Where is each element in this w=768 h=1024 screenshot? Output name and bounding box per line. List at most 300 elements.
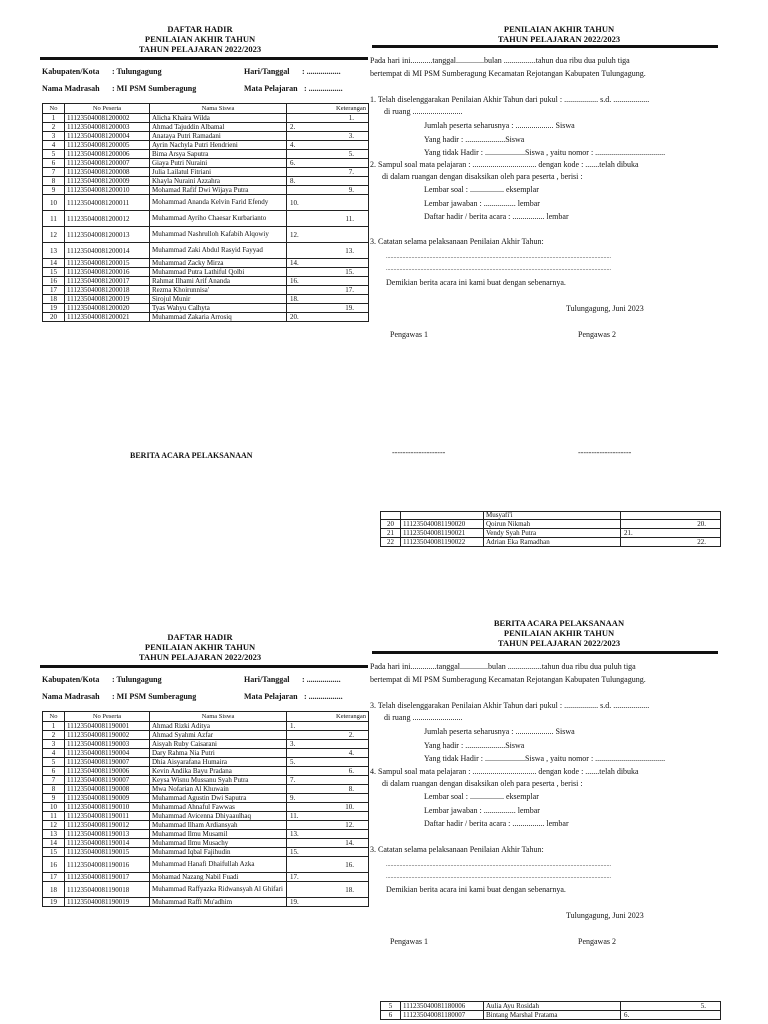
- keterangan-signature-slot: 1.: [348, 114, 354, 122]
- berita-acara-heading: BERITA ACARA PELAKSANAAN: [130, 451, 253, 460]
- participant-number: 111235040081200011: [65, 195, 150, 211]
- row-number: 19: [43, 304, 65, 313]
- lembar-jawaban: Lembar jawaban : ................ lembar: [424, 199, 540, 208]
- table-row: [381, 520, 721, 529]
- student-name: Muhammad Ayriho Chaesar Kurbarianto: [150, 211, 287, 227]
- keterangan-signature-slot: 15.: [345, 268, 354, 276]
- table-row: [381, 538, 721, 547]
- place-date: Tulungagung, Juni 2023: [566, 911, 644, 920]
- keterangan-signature-slot: 11.: [290, 812, 299, 820]
- keterangan-signature-slot: 2.: [348, 731, 354, 739]
- keterangan-cell: [287, 195, 369, 211]
- student-name: Muhammad Ilmu Musamil: [150, 830, 287, 839]
- student-name: Dary Rahma Nia Putri: [150, 749, 287, 758]
- header-nama-siswa: Nama Siswa: [150, 712, 287, 722]
- intro-line-2: bertempat di MI PSM Sumberagung Kecamatan Rejotangan Kabupaten Tulungagung.: [370, 69, 646, 78]
- participant-number: 111235040081190016: [65, 857, 150, 873]
- table-row: [43, 243, 369, 259]
- participant-number: 111235040081200017: [65, 277, 150, 286]
- hari-label: Hari/Tanggal: [244, 675, 290, 684]
- row-number: 16: [43, 277, 65, 286]
- student-name: Ahmad Syahmi Azfar: [150, 731, 287, 740]
- table-row: [43, 758, 369, 767]
- participant-number: 111235040081190020: [401, 520, 484, 529]
- jumlah-peserta: Jumlah peserta seharusnya : ................... Siswa: [424, 727, 575, 736]
- participant-number: 111235040081200013: [65, 227, 150, 243]
- participant-number: 111235040081190003: [65, 740, 150, 749]
- keterangan-cell: [287, 857, 369, 873]
- keterangan-signature-slot: 2.: [290, 123, 296, 131]
- keterangan-cell: [287, 277, 369, 286]
- table-row: [43, 227, 369, 243]
- kab-value: : Tulungagung: [112, 675, 162, 684]
- title-tahun: TAHUN PELAJARAN 2022/2023: [497, 34, 621, 44]
- row-number: 17: [43, 286, 65, 295]
- keterangan-cell: [287, 873, 369, 882]
- header-rule: [40, 57, 368, 60]
- row-number: 3: [43, 740, 65, 749]
- participant-number: 111235040081190022: [401, 538, 484, 547]
- keterangan-cell: [287, 821, 369, 830]
- keterangan-signature-slot: 9.: [348, 186, 354, 194]
- participant-number: 111235040081190007: [65, 758, 150, 767]
- student-name: Adrian Eka Ramadhan: [484, 538, 621, 547]
- participant-number: 111235040081190008: [65, 785, 150, 794]
- participant-number: 111235040081200010: [65, 186, 150, 195]
- title-penilaian: PENILAIAN AKHIR TAHUN: [144, 34, 256, 44]
- kab-value: : Tulungagung: [112, 67, 162, 76]
- keterangan-cell: [287, 177, 369, 186]
- keterangan-cell: [287, 767, 369, 776]
- kab-label: Kabupaten/Kota: [42, 67, 100, 76]
- table-row: [43, 873, 369, 882]
- row-number: 15: [43, 848, 65, 857]
- keterangan-signature-slot: 3.: [348, 132, 354, 140]
- student-name: Muhammad Iqbal Fajihudin: [150, 848, 287, 857]
- header-keterangan: Keterangan: [287, 104, 369, 114]
- yang-hadir: Yang hadir : ....................Siswa: [424, 741, 525, 750]
- continuation-header-row: [381, 512, 721, 520]
- row-number: 18: [43, 882, 65, 898]
- row-number: 6: [381, 1011, 401, 1020]
- keterangan-signature-slot: 4.: [290, 141, 296, 149]
- student-name: Ahmad Tajuddin Albamal: [150, 123, 287, 132]
- keterangan-signature-slot: 6.: [624, 1011, 630, 1019]
- keterangan-signature-slot: 15.: [290, 848, 299, 856]
- table-row: [43, 857, 369, 873]
- row-number: 19: [43, 898, 65, 907]
- keterangan-cell: [621, 520, 721, 529]
- keterangan-cell: [621, 529, 721, 538]
- student-name: Anataya Putri Ramadani: [150, 132, 287, 141]
- title-penilaian: PENILAIAN AKHIR TAHUN: [503, 628, 615, 638]
- keterangan-cell: [287, 803, 369, 812]
- pengawas-1: Pengawas 1: [390, 330, 428, 339]
- continuation-table-top: [380, 511, 721, 547]
- student-name: Qoirun Nikmah: [484, 520, 621, 529]
- row-number: 6: [43, 767, 65, 776]
- keterangan-signature-slot: 16.: [290, 277, 299, 285]
- keterangan-cell: [287, 295, 369, 304]
- keterangan-cell: [287, 243, 369, 259]
- keterangan-signature-slot: 12.: [290, 230, 299, 239]
- keterangan-cell: [287, 776, 369, 785]
- participant-number: 111235040081180007: [401, 1011, 484, 1020]
- title-tahun: TAHUN PELAJARAN 2022/2023: [138, 652, 262, 662]
- catatan-dots-2: ......................................................................................................................................................: [386, 874, 611, 880]
- participant-number: 111235040081190006: [65, 767, 150, 776]
- participant-number: 111235040081190002: [65, 731, 150, 740]
- keterangan-cell: [287, 722, 369, 731]
- row-number: 11: [43, 211, 65, 227]
- header-nama-siswa: Nama Siswa: [150, 104, 287, 114]
- place-date: Tulungagung, Juni 2023: [566, 304, 644, 313]
- participant-number: 111235040081190004: [65, 749, 150, 758]
- table-row: [43, 722, 369, 731]
- madrasah-label: Nama Madrasah: [42, 692, 100, 701]
- row-number: 10: [43, 195, 65, 211]
- keterangan-cell: [287, 812, 369, 821]
- keterangan-cell: [287, 159, 369, 168]
- keterangan-cell: [287, 259, 369, 268]
- student-name: Muhammad Zacky Mirza: [150, 259, 287, 268]
- keterangan-cell: [287, 186, 369, 195]
- keterangan-cell: [287, 794, 369, 803]
- header-rule: [372, 45, 718, 48]
- row-number: 4: [43, 141, 65, 150]
- keterangan-signature-slot: 1.: [290, 722, 296, 730]
- table-row: [43, 168, 369, 177]
- student-name: Bintang Marshal Pratama: [484, 1011, 621, 1020]
- header-no-peserta: No Peserta: [65, 104, 150, 114]
- table-row: [43, 304, 369, 313]
- title-penilaian: PENILAIAN AKHIR TAHUN: [144, 642, 256, 652]
- participant-number: 111235040081200004: [65, 132, 150, 141]
- keterangan-signature-slot: 19.: [345, 304, 354, 312]
- participant-number: 111235040081200016: [65, 268, 150, 277]
- item-2-line-b: di dalam ruangan dengan disaksikan oleh para peserta , berisi :: [382, 779, 583, 788]
- keterangan-cell: [287, 211, 369, 227]
- table-row: [43, 749, 369, 758]
- keterangan-cell: [287, 898, 369, 907]
- row-number: 7: [43, 168, 65, 177]
- participant-number: 111235040081200009: [65, 177, 150, 186]
- row-number: 13: [43, 830, 65, 839]
- student-name: Muhammad Hanafi Dhaifullah Azka: [150, 857, 287, 873]
- participant-number: 111235040081200014: [65, 243, 150, 259]
- header-rule: [40, 665, 368, 668]
- item-1-line-a: 3. Telah diselenggarakan Penilaian Akhir Tahun dari pukul : ................. s.d. ..................: [370, 701, 650, 710]
- hari-value: : .................: [302, 675, 341, 684]
- keterangan-signature-slot: 19.: [290, 898, 299, 906]
- table-row: [43, 141, 369, 150]
- student-name: Dhia Aisyarafana Humaira: [150, 758, 287, 767]
- keterangan-cell: [287, 132, 369, 141]
- pengawas-2: Pengawas 2: [578, 937, 616, 946]
- row-number: 11: [43, 812, 65, 821]
- student-name: Rezma Khoirunnisa': [150, 286, 287, 295]
- row-number: 13: [43, 243, 65, 259]
- student-name: Muhammad Agustin Dwi Saputra: [150, 794, 287, 803]
- student-name: Muhammad Zaki Abdul Rasyid Fayyad: [150, 243, 287, 259]
- table-row: [43, 821, 369, 830]
- continuation-name: Musyafi'i: [484, 512, 621, 520]
- row-number: 2: [43, 731, 65, 740]
- keterangan-cell: [621, 1011, 721, 1020]
- row-number: 4: [43, 749, 65, 758]
- keterangan-cell: [287, 785, 369, 794]
- right-bottom-title: [400, 618, 718, 648]
- row-number: 1: [43, 722, 65, 731]
- student-name: Alicha Khaira Wilda: [150, 114, 287, 123]
- item-2-line-b: di dalam ruangan dengan disaksikan oleh para peserta , berisi :: [382, 172, 583, 181]
- keterangan-signature-slot: 5.: [348, 150, 354, 158]
- catatan-dots-2: ......................................................................................................................................................: [386, 266, 611, 272]
- keterangan-cell: [287, 313, 369, 322]
- participant-number: 111235040081190017: [65, 873, 150, 882]
- row-number: 7: [43, 776, 65, 785]
- table-row: [43, 159, 369, 168]
- row-number: 20: [381, 520, 401, 529]
- participant-number: 111235040081190018: [65, 882, 150, 898]
- row-number: 17: [43, 873, 65, 882]
- row-number: 2: [43, 123, 65, 132]
- participant-number: 111235040081190012: [65, 821, 150, 830]
- keterangan-cell: [621, 538, 721, 547]
- table-row: [43, 839, 369, 848]
- keterangan-cell: [287, 268, 369, 277]
- student-name: Mohamad Rafif Dwi Wijaya Putra: [150, 186, 287, 195]
- student-name: Mohammad Ananda Kelvin Farid Efendy: [150, 195, 287, 211]
- mapel-label: Mata Pelajaran: [244, 84, 298, 93]
- table-row: [43, 295, 369, 304]
- student-name: Muhammad Putra Lathiful Qolbi: [150, 268, 287, 277]
- participant-number: 111235040081190010: [65, 803, 150, 812]
- item-3: 3. Catatan selama pelaksanaan Penilaian Akhir Tahun:: [370, 237, 544, 246]
- student-name: Mohamad Nazang Nabil Fuadi: [150, 873, 287, 882]
- keterangan-cell: [287, 758, 369, 767]
- keterangan-signature-slot: 18.: [345, 885, 354, 894]
- participant-number: 111235040081200021: [65, 313, 150, 322]
- item-1-line-b: di ruang .........................: [384, 107, 463, 116]
- table-row: [43, 812, 369, 821]
- table-row: [43, 211, 369, 227]
- keterangan-signature-slot: 7.: [348, 168, 354, 176]
- participant-number: 111235040081200005: [65, 141, 150, 150]
- keterangan-signature-slot: 17.: [290, 873, 299, 881]
- row-number: 8: [43, 177, 65, 186]
- student-name: Muhammad Nashrulloh Kafabih Alqowiy: [150, 227, 287, 243]
- keterangan-signature-slot: 14.: [345, 839, 354, 847]
- item-1-line-a: 1. Telah diselenggarakan Penilaian Akhir Tahun dari pukul : ................. s.d. ..................: [370, 95, 650, 104]
- participant-number: 111235040081190015: [65, 848, 150, 857]
- student-name: Vendy Syah Putra: [484, 529, 621, 538]
- table-row: [43, 277, 369, 286]
- student-name: Aulia Ayu Rosidah: [484, 1002, 621, 1011]
- intro-line-1: Pada hari ini...........tanggal..............bulan ................tahun dua ribu dua puluh tiga: [370, 56, 630, 65]
- keterangan-signature-slot: 21.: [624, 529, 633, 537]
- student-name: Giaya Putri Nuraini: [150, 159, 287, 168]
- hari-label: Hari/Tanggal: [244, 67, 290, 76]
- keterangan-cell: [287, 731, 369, 740]
- keterangan-signature-slot: 5.: [700, 1002, 706, 1010]
- yang-tidak-hadir: Yang tidak Hadir : ....................Siswa , yaitu nomor : ...................................: [424, 754, 666, 763]
- row-number: 1: [43, 114, 65, 123]
- left-top-title: [40, 24, 360, 54]
- table-row: [43, 186, 369, 195]
- table-row: [43, 114, 369, 123]
- title-daftar-hadir: DAFTAR HADIR: [167, 24, 233, 34]
- table-row: [43, 132, 369, 141]
- table-row: [43, 195, 369, 211]
- participant-number: 111235040081200007: [65, 159, 150, 168]
- participant-number: 111235040081180006: [401, 1002, 484, 1011]
- pengawas-1: Pengawas 1: [390, 937, 428, 946]
- participant-number: 111235040081200002: [65, 114, 150, 123]
- student-name: Rahmat Ilhami Arif Ananda: [150, 277, 287, 286]
- row-number: 5: [381, 1002, 401, 1011]
- participant-number: 111235040081200006: [65, 150, 150, 159]
- student-name: Muhammad Ilham Ardiansyah: [150, 821, 287, 830]
- kab-label: Kabupaten/Kota: [42, 675, 100, 684]
- student-name: Ahmad Rizki Aditya: [150, 722, 287, 731]
- row-number: 21: [381, 529, 401, 538]
- table-row: [43, 286, 369, 295]
- keterangan-signature-slot: 5.: [290, 758, 296, 766]
- keterangan-cell: [287, 286, 369, 295]
- participant-number: 111235040081190011: [65, 812, 150, 821]
- row-number: 20: [43, 313, 65, 322]
- keterangan-signature-slot: 6.: [348, 767, 354, 775]
- student-name: Julia Lailatul Fitriani: [150, 168, 287, 177]
- item-1-line-b: di ruang .........................: [384, 713, 463, 722]
- keterangan-signature-slot: 11.: [345, 214, 354, 223]
- participant-number: 111235040081190014: [65, 839, 150, 848]
- keterangan-signature-slot: 18.: [290, 295, 299, 303]
- participant-number: 111235040081190001: [65, 722, 150, 731]
- student-name: Aisyah Ruby Caisarani: [150, 740, 287, 749]
- participant-number: 111235040081200020: [65, 304, 150, 313]
- table-row: [43, 731, 369, 740]
- item-2-line-a: 4. Sampul soal mata pelajaran : ................................ dengan kode : .......telah dibuka: [370, 767, 639, 776]
- row-number: 18: [43, 295, 65, 304]
- row-number: 10: [43, 803, 65, 812]
- table-row: [43, 882, 369, 898]
- item-3: 3. Catatan selama pelaksanaan Penilaian Akhir Tahun:: [370, 845, 544, 854]
- table-row: [43, 259, 369, 268]
- keterangan-signature-slot: 12.: [345, 821, 354, 829]
- keterangan-cell: [287, 168, 369, 177]
- keterangan-cell: [287, 150, 369, 159]
- header-rule: [372, 651, 718, 654]
- student-name: Muhammad Raffyazka Ridwansyah Al Ghifari: [150, 882, 287, 898]
- title-penilaian: PENILAIAN AKHIR TAHUN: [503, 24, 615, 34]
- keterangan-signature-slot: 8.: [290, 177, 296, 185]
- table-row: [43, 123, 369, 132]
- jumlah-peserta: Jumlah peserta seharusnya : ................... Siswa: [424, 121, 575, 130]
- student-name: Bima Arsya Saputra: [150, 150, 287, 159]
- hari-value: : .................: [302, 67, 341, 76]
- keterangan-signature-slot: 17.: [345, 286, 354, 294]
- keterangan-cell: [287, 141, 369, 150]
- header-no-peserta: No Peserta: [65, 712, 150, 722]
- keterangan-signature-slot: 9.: [290, 794, 296, 802]
- row-number: 12: [43, 821, 65, 830]
- header-keterangan: Keterangan: [287, 712, 369, 722]
- mapel-value: : .................: [304, 692, 343, 701]
- row-number: 3: [43, 132, 65, 141]
- participant-number: 111235040081200015: [65, 259, 150, 268]
- keterangan-signature-slot: 10.: [290, 198, 299, 207]
- row-number: 15: [43, 268, 65, 277]
- keterangan-cell: [287, 848, 369, 857]
- keterangan-cell: [287, 227, 369, 243]
- demikian: Demikian berita acara ini kami buat dengan sebenarnya.: [386, 278, 566, 287]
- header-no: No: [43, 712, 65, 722]
- lembar-soal: Lembar soal : ................. eksemplar: [424, 185, 539, 194]
- keterangan-cell: [287, 749, 369, 758]
- student-name: Kevin Andika Bayu Pradana: [150, 767, 287, 776]
- intro-line-2: bertempat di MI PSM Sumberagung Kecamatan Rejotangan Kabupaten Tulungagung.: [370, 675, 646, 684]
- table-row: [43, 740, 369, 749]
- row-number: 9: [43, 186, 65, 195]
- keterangan-cell: [287, 839, 369, 848]
- intro-line-1: Pada hari ini.............tanggal..............bulan .................tahun dua ribu dua puluh tiga: [370, 662, 636, 671]
- row-number: 14: [43, 259, 65, 268]
- table-row: [43, 313, 369, 322]
- keterangan-cell: [287, 114, 369, 123]
- table-row: [43, 776, 369, 785]
- keterangan-cell: [287, 882, 369, 898]
- student-name: Keysa Wisnu Mussanu Syah Putra: [150, 776, 287, 785]
- madrasah-value: : MI PSM Sumberagung: [112, 84, 197, 93]
- row-number: 12: [43, 227, 65, 243]
- keterangan-signature-slot: 4.: [348, 749, 354, 757]
- participant-number: 111235040081190013: [65, 830, 150, 839]
- row-number: 22: [381, 538, 401, 547]
- lembar-soal: Lembar soal : ................. eksemplar: [424, 792, 539, 801]
- lembar-jawaban: Lembar jawaban : ................ lembar: [424, 806, 540, 815]
- pengawas-2: Pengawas 2: [578, 330, 616, 339]
- row-number: 5: [43, 758, 65, 767]
- signature-line-2: --------------------: [578, 448, 632, 457]
- participant-number: 111235040081190021: [401, 529, 484, 538]
- attendance-table-top: [42, 103, 369, 322]
- item-2-line-a: 2. Sampul soal mata pelajaran : ................................ dengan kode : .......telah dibuka: [370, 160, 639, 169]
- student-name: Mwa Nofarian Al Khuwain: [150, 785, 287, 794]
- keterangan-signature-slot: 10.: [345, 803, 354, 811]
- title-tahun: TAHUN PELAJARAN 2022/2023: [138, 44, 262, 54]
- right-top-title: [400, 24, 718, 44]
- keterangan-signature-slot: 7.: [290, 776, 296, 784]
- table-row: [43, 785, 369, 794]
- row-number: 14: [43, 839, 65, 848]
- table-row: [43, 803, 369, 812]
- daftar-hadir-count: Daftar hadir / berita acara : ................ lembar: [424, 212, 569, 221]
- header-no: No: [43, 104, 65, 114]
- left-bottom-title: [40, 632, 360, 662]
- catatan-dots-1: ......................................................................................................................................................: [386, 862, 611, 868]
- title-daftar-hadir: DAFTAR HADIR: [167, 632, 233, 642]
- catatan-dots-1: ......................................................................................................................................................: [386, 254, 611, 260]
- student-name: Ayrin Nachyla Putri Hendrieni: [150, 141, 287, 150]
- title-berita-acara: BERITA ACARA PELAKSANAAN: [493, 618, 625, 628]
- keterangan-signature-slot: 13.: [290, 830, 299, 838]
- keterangan-signature-slot: 3.: [290, 740, 296, 748]
- student-name: Khayla Nuraini Azzahra: [150, 177, 287, 186]
- keterangan-signature-slot: 8.: [348, 785, 354, 793]
- table-row: [43, 177, 369, 186]
